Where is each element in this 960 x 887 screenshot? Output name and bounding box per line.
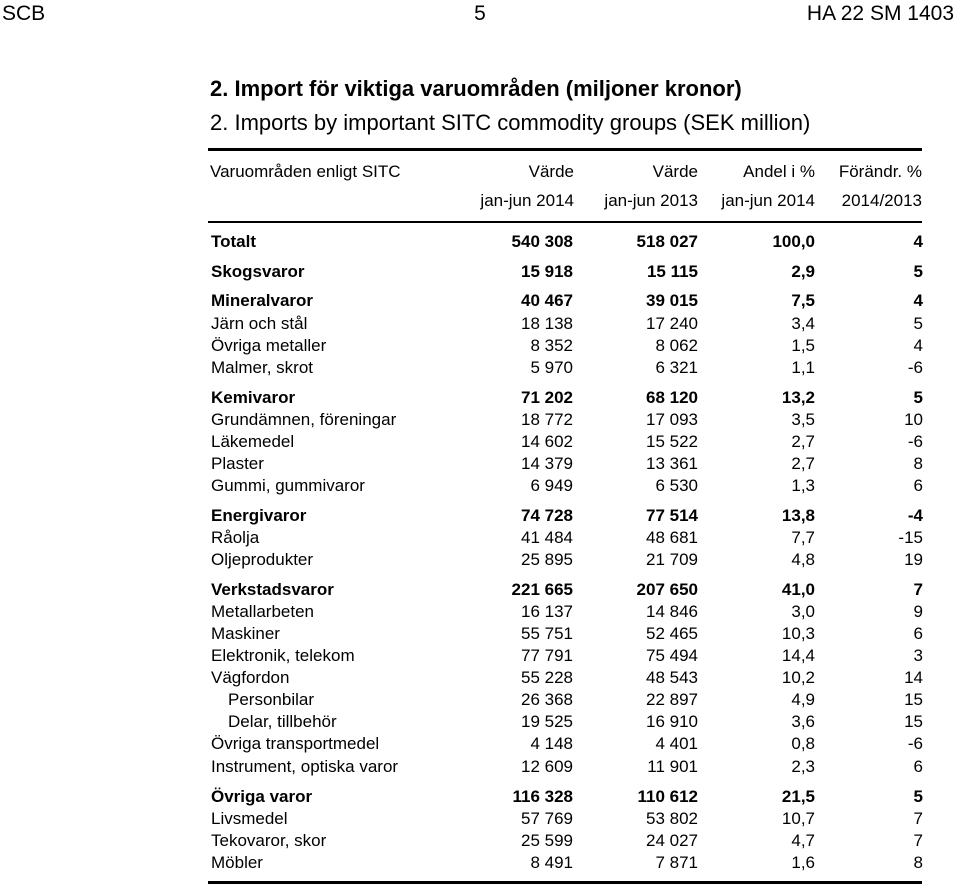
value-jan-jun-2013: 22 897: [646, 690, 698, 709]
table-row: [0, 623, 960, 645]
value-jan-jun-2013: 48 543: [646, 668, 698, 687]
table-row: [0, 387, 960, 409]
share-percent: 1,1: [791, 358, 815, 377]
share-percent: 2,9: [791, 262, 815, 281]
row-label: Elektronik, telekom: [211, 646, 355, 665]
table-row: [0, 431, 960, 453]
change-percent: 19: [904, 550, 923, 569]
row-label: Malmer, skrot: [211, 358, 314, 377]
value-jan-jun-2013: 4 401: [655, 734, 698, 753]
value-jan-jun-2014: 8 352: [530, 336, 573, 355]
row-label: Övriga varor: [211, 787, 313, 806]
row-label: Gummi, gummivaror: [211, 476, 365, 495]
row-label: Grundämnen, föreningar: [211, 410, 397, 429]
value-jan-jun-2014: 25 599: [521, 831, 573, 850]
table-bottom-rule: [208, 881, 922, 884]
change-percent: 5: [913, 388, 923, 407]
value-jan-jun-2014: 16 137: [521, 602, 573, 621]
table-row: [0, 579, 960, 601]
value-jan-jun-2013: 17 240: [646, 314, 698, 333]
row-label: Energivaror: [211, 506, 307, 525]
table-row: [0, 786, 960, 808]
value-jan-jun-2013: 53 802: [646, 809, 698, 828]
share-percent: 13,8: [781, 506, 815, 525]
share-percent: 4,9: [791, 690, 815, 709]
share-percent: 13,2: [781, 388, 815, 407]
change-percent: 8: [913, 454, 923, 473]
row-label: Kemivaror: [211, 388, 296, 407]
row-label: Läkemedel: [211, 432, 295, 451]
value-jan-jun-2014: 116 328: [512, 787, 573, 806]
change-percent: 7: [913, 831, 923, 850]
change-percent: 4: [913, 232, 923, 251]
value-jan-jun-2014: 41 484: [521, 528, 573, 547]
value-jan-jun-2014: 19 525: [521, 712, 573, 731]
value-jan-jun-2013: 16 910: [646, 712, 698, 731]
change-percent: 7: [913, 580, 923, 599]
share-percent: 10,7: [781, 809, 815, 828]
share-percent: 1,5: [791, 336, 815, 355]
table-row: [0, 667, 960, 689]
table-title-swedish: 2. Import för viktiga varuområden (miljoner kronor): [210, 76, 742, 101]
change-percent: 4: [913, 336, 923, 355]
table-row: [0, 231, 960, 253]
row-label: Övriga transportmedel: [211, 734, 380, 753]
value-jan-jun-2014: 540 308: [511, 232, 573, 251]
share-percent: 10,3: [781, 624, 815, 643]
page-number: 5: [474, 2, 486, 25]
share-percent: 100,0: [772, 232, 815, 251]
value-jan-jun-2014: 25 895: [521, 550, 573, 569]
share-percent: 3,5: [791, 410, 815, 429]
change-percent: -6: [907, 358, 923, 377]
change-percent: 8: [913, 853, 923, 872]
value-jan-jun-2014: 26 368: [521, 690, 573, 709]
value-jan-jun-2014: 57 769: [521, 809, 573, 828]
row-label: Totalt: [211, 232, 257, 251]
value-jan-jun-2013: 52 465: [646, 624, 698, 643]
change-percent: 3: [913, 646, 923, 665]
table-row: [0, 549, 960, 571]
row-label: Mineralvaror: [211, 291, 314, 310]
table-row: [0, 756, 960, 778]
table-row: [0, 689, 960, 711]
value-jan-jun-2013: 7 871: [655, 853, 698, 872]
value-jan-jun-2013: 518 027: [636, 232, 698, 251]
change-percent: 6: [913, 624, 923, 643]
value-jan-jun-2014: 18 138: [521, 314, 573, 333]
change-percent: -6: [907, 734, 923, 753]
table-row: [0, 711, 960, 733]
column-header-value-2014-period: jan-jun 2014: [480, 191, 574, 210]
share-percent: 4,8: [791, 550, 815, 569]
column-header-change: Förändr. %: [838, 162, 922, 181]
value-jan-jun-2014: 14 602: [521, 432, 573, 451]
column-header-commodity: Varuområden enligt SITC: [210, 162, 401, 181]
share-percent: 7,5: [791, 291, 815, 310]
row-label: Övriga metaller: [211, 336, 327, 355]
table-row: [0, 830, 960, 852]
table-row: [0, 409, 960, 431]
row-label: Oljeprodukter: [211, 550, 314, 569]
row-label: Plaster: [211, 454, 264, 473]
change-percent: 5: [913, 262, 923, 281]
share-percent: 3,6: [791, 712, 815, 731]
row-label: Personbilar: [228, 690, 314, 709]
value-jan-jun-2014: 55 751: [521, 624, 573, 643]
value-jan-jun-2014: 221 665: [511, 580, 573, 599]
change-percent: 6: [913, 476, 923, 495]
value-jan-jun-2014: 12 609: [521, 757, 573, 776]
share-percent: 41,0: [781, 580, 815, 599]
value-jan-jun-2013: 11 901: [647, 757, 698, 776]
value-jan-jun-2013: 48 681: [646, 528, 698, 547]
value-jan-jun-2014: 55 228: [521, 668, 573, 687]
column-header-value-2013-period: jan-jun 2013: [604, 191, 698, 210]
value-jan-jun-2014: 15 918: [521, 262, 573, 281]
value-jan-jun-2014: 40 467: [521, 291, 573, 310]
table-row: [0, 527, 960, 549]
value-jan-jun-2013: 15 522: [646, 432, 698, 451]
row-label: Instrument, optiska varor: [211, 757, 399, 776]
row-label: Järn och stål: [211, 314, 308, 333]
value-jan-jun-2014: 6 949: [530, 476, 573, 495]
table-row: [0, 733, 960, 755]
column-header-value-2013: Värde: [652, 162, 698, 181]
row-label: Skogsvaror: [211, 262, 305, 281]
value-jan-jun-2013: 6 321: [655, 358, 698, 377]
change-percent: 7: [913, 809, 923, 828]
column-header-share: Andel i %: [743, 162, 815, 181]
share-percent: 21,5: [781, 787, 815, 806]
table-row: [0, 505, 960, 527]
row-label: Metallarbeten: [211, 602, 315, 621]
share-percent: 3,0: [791, 602, 815, 621]
value-jan-jun-2014: 8 491: [530, 853, 573, 872]
share-percent: 2,3: [791, 757, 815, 776]
table-title-english: 2. Imports by important SITC commodity groups (SEK million): [210, 110, 811, 135]
table-row: [0, 290, 960, 312]
table-row: [0, 645, 960, 667]
value-jan-jun-2013: 13 361: [646, 454, 698, 473]
value-jan-jun-2014: 71 202: [521, 388, 573, 407]
share-percent: 1,3: [791, 476, 815, 495]
share-percent: 0,8: [791, 734, 815, 753]
table-row: [0, 335, 960, 357]
table-row: [0, 475, 960, 497]
column-header-change-period: 2014/2013: [841, 191, 922, 210]
change-percent: 14: [904, 668, 923, 687]
page-header-left: SCB: [2, 2, 46, 25]
row-label: Råolja: [211, 528, 260, 547]
row-label: Möbler: [211, 853, 263, 872]
value-jan-jun-2013: 68 120: [646, 388, 698, 407]
value-jan-jun-2013: 110 612: [637, 787, 698, 806]
value-jan-jun-2013: 39 015: [646, 291, 698, 310]
value-jan-jun-2013: 6 530: [655, 476, 698, 495]
row-label: Verkstadsvaror: [211, 580, 334, 599]
row-label: Livsmedel: [211, 809, 288, 828]
share-percent: 4,7: [791, 831, 815, 850]
share-percent: 7,7: [791, 528, 815, 547]
value-jan-jun-2013: 77 514: [646, 506, 698, 525]
value-jan-jun-2013: 24 027: [646, 831, 698, 850]
change-percent: 15: [904, 712, 923, 731]
change-percent: 4: [913, 291, 923, 310]
table-row: [0, 261, 960, 283]
row-label: Tekovaror, skor: [211, 831, 327, 850]
share-percent: 2,7: [791, 454, 815, 473]
value-jan-jun-2013: 207 650: [636, 580, 698, 599]
value-jan-jun-2014: 14 379: [521, 454, 573, 473]
change-percent: 10: [904, 410, 923, 429]
change-percent: 9: [913, 602, 923, 621]
change-percent: 5: [913, 787, 923, 806]
change-percent: -15: [898, 528, 923, 547]
change-percent: -6: [907, 432, 923, 451]
share-percent: 2,7: [791, 432, 815, 451]
value-jan-jun-2014: 18 772: [521, 410, 573, 429]
page-header-right: HA 22 SM 1403: [806, 2, 954, 25]
value-jan-jun-2013: 15 115: [646, 262, 698, 281]
row-label: Maskiner: [211, 624, 280, 643]
value-jan-jun-2013: 14 846: [646, 602, 698, 621]
share-percent: 14,4: [781, 646, 815, 665]
table-row: [0, 601, 960, 623]
change-percent: 6: [913, 757, 923, 776]
value-jan-jun-2014: 74 728: [521, 506, 573, 525]
share-percent: 3,4: [791, 314, 815, 333]
value-jan-jun-2013: 8 062: [655, 336, 698, 355]
value-jan-jun-2014: 77 791: [521, 646, 573, 665]
row-label: Vägfordon: [211, 668, 290, 687]
table-row: [0, 852, 960, 874]
value-jan-jun-2014: 5 970: [530, 358, 573, 377]
change-percent: -4: [907, 506, 923, 525]
table-row: [0, 357, 960, 379]
share-percent: 10,2: [781, 668, 815, 687]
value-jan-jun-2013: 21 709: [646, 550, 698, 569]
share-percent: 1,6: [791, 853, 815, 872]
table-row: [0, 808, 960, 830]
table-row: [0, 453, 960, 475]
table-row: [0, 313, 960, 335]
change-percent: 15: [904, 690, 923, 709]
column-header-value-2014: Värde: [528, 162, 574, 181]
column-header-share-period: jan-jun 2014: [721, 191, 815, 210]
value-jan-jun-2013: 17 093: [646, 410, 698, 429]
value-jan-jun-2013: 75 494: [646, 646, 698, 665]
row-label: Delar, tillbehör: [228, 712, 337, 731]
value-jan-jun-2014: 4 148: [530, 734, 573, 753]
change-percent: 5: [913, 314, 923, 333]
